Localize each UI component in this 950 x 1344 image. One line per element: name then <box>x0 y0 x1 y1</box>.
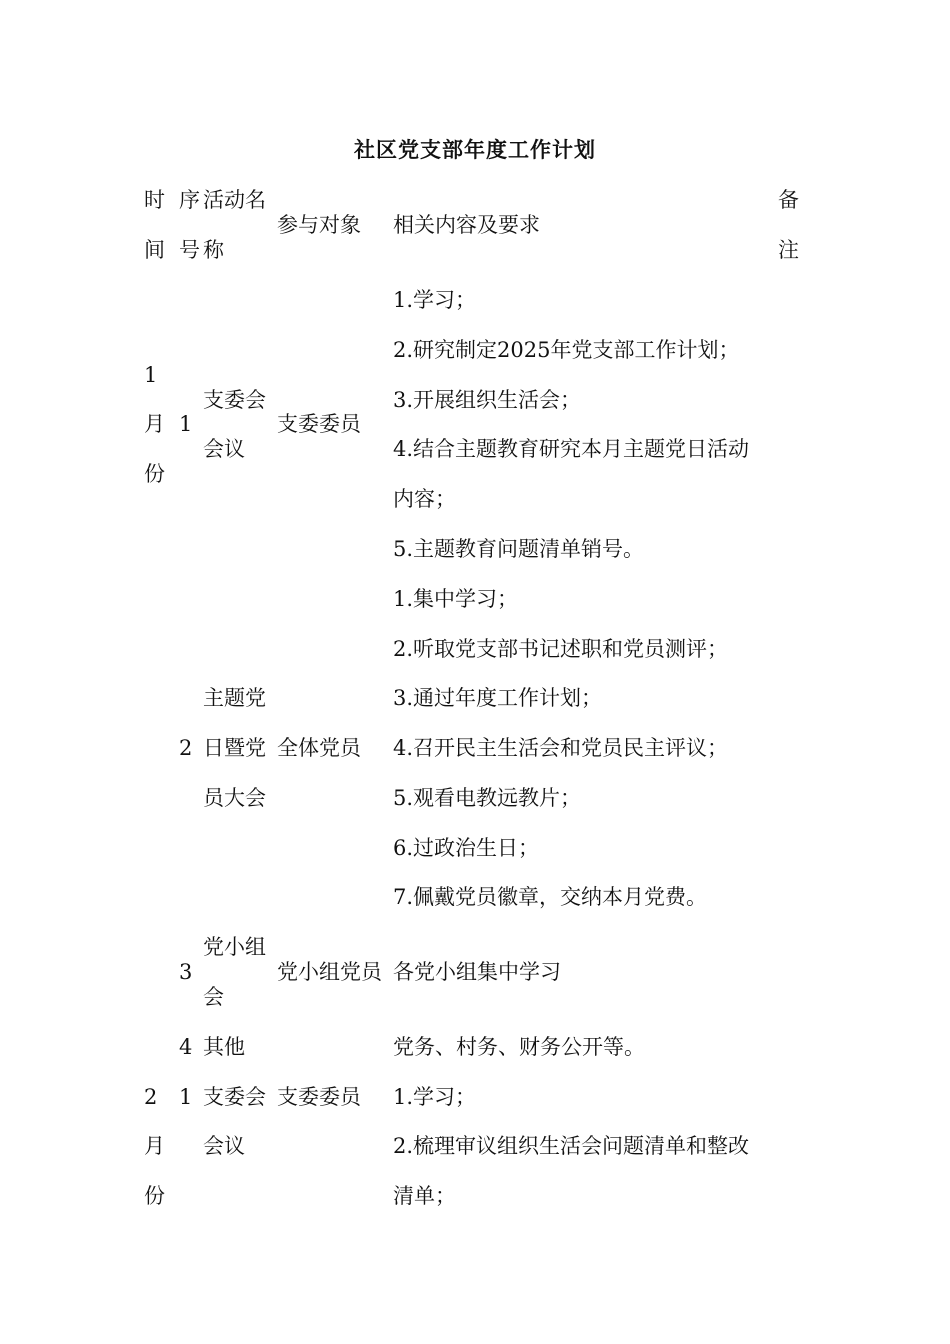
row-activity-line: 员大会 <box>203 786 266 810</box>
month-2-label-1: 2 <box>144 1085 158 1109</box>
row-content-line: 1.学习； <box>393 288 477 312</box>
row-content-line: 1.学习； <box>393 1085 477 1109</box>
month-2-label-2: 月 <box>144 1134 165 1158</box>
row-activity-line: 支委会 <box>203 1085 266 1109</box>
row-seq: 3 <box>179 960 193 984</box>
header-activity-1: 活动名 <box>203 188 266 212</box>
row-content-line: 党务、村务、财务公开等。 <box>393 1035 645 1059</box>
row-content-line: 各党小组集中学习 <box>393 960 561 984</box>
row-content-line: 3.开展组织生活会； <box>393 388 582 412</box>
row-activity-line: 会议 <box>203 437 245 461</box>
row-content-line: 1.集中学习； <box>393 587 519 611</box>
month-1-label-1: 1 <box>144 363 158 387</box>
row-activity-line: 其他 <box>203 1035 245 1059</box>
row-activity-line: 党小组 <box>203 935 266 959</box>
row-seq: 1 <box>179 1085 193 1109</box>
row-seq: 1 <box>179 412 193 436</box>
row-content-line: 2.梳理审议组织生活会问题清单和整改 <box>393 1134 750 1158</box>
row-content-line: 5.观看电教远教片； <box>393 786 582 810</box>
month-1-label-2: 月 <box>144 412 165 436</box>
row-content-line: 3.通过年度工作计划； <box>393 686 603 710</box>
row-activity-line: 主题党 <box>203 686 266 710</box>
row-participants: 支委委员 <box>277 1085 361 1109</box>
row-content-line: 清单； <box>393 1184 456 1208</box>
month-1-label-3: 份 <box>144 462 165 486</box>
row-seq: 2 <box>179 736 193 760</box>
header-participants: 参与对象 <box>277 213 361 237</box>
row-content-line: 内容； <box>393 487 456 511</box>
row-participants: 党小组党员 <box>277 960 382 984</box>
header-time-2: 间 <box>144 238 165 262</box>
row-activity-line: 会 <box>203 985 224 1009</box>
header-notes-1: 备 <box>778 188 799 212</box>
header-notes-2: 注 <box>778 238 799 262</box>
header-content: 相关内容及要求 <box>393 213 540 237</box>
row-participants: 支委委员 <box>277 412 361 436</box>
row-content-line: 5.主题教育问题清单销号。 <box>393 537 645 561</box>
document-title: 社区党支部年度工作计划 <box>354 137 596 162</box>
header-time-1: 时 <box>144 188 165 212</box>
row-participants: 全体党员 <box>277 736 361 760</box>
row-content-line: 2.听取党支部书记述职和党员测评； <box>393 637 729 661</box>
header-seq-2: 号 <box>179 238 200 262</box>
header-seq-1: 序 <box>179 188 200 212</box>
row-content-line: 4.结合主题教育研究本月主题党日活动 <box>393 437 750 461</box>
month-2-label-3: 份 <box>144 1184 165 1208</box>
row-activity-line: 支委会 <box>203 388 266 412</box>
header-activity-2: 称 <box>203 238 224 262</box>
row-content-line: 2.研究制定2025年党支部工作计划； <box>393 338 740 362</box>
row-seq: 4 <box>179 1035 193 1059</box>
row-activity-line: 日暨党 <box>203 736 266 760</box>
row-activity-line: 会议 <box>203 1134 245 1158</box>
row-content-line: 6.过政治生日； <box>393 836 540 860</box>
row-content-line: 4.召开民主生活会和党员民主评议； <box>393 736 729 760</box>
row-content-line: 7.佩戴党员徽章，交纳本月党费。 <box>393 885 708 909</box>
